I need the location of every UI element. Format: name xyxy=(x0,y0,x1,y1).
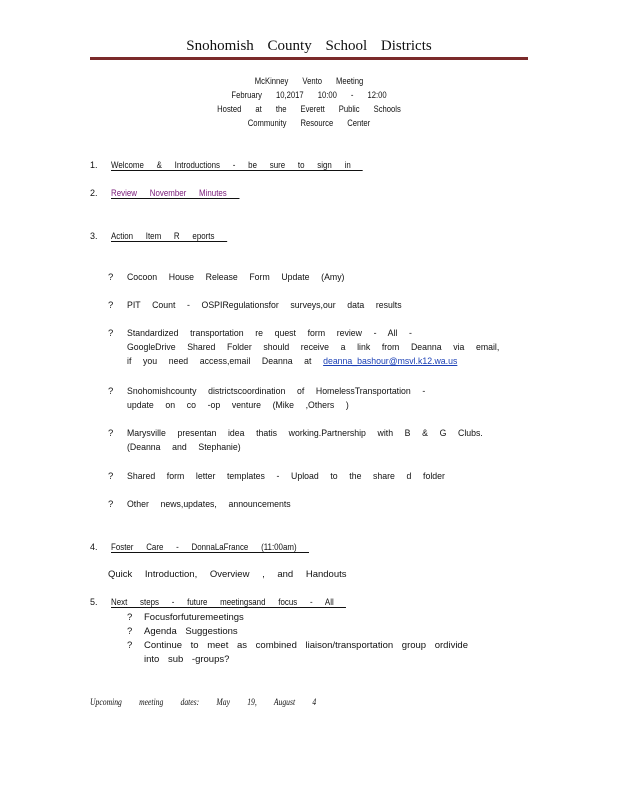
section-number: 4. xyxy=(90,542,98,552)
item-text-continued: GoogleDrive Shared Folder should receive a link from Deanna via email, xyxy=(127,342,500,353)
document-title: Snohomish County School Districts xyxy=(186,38,432,54)
section-next-steps xyxy=(90,597,378,608)
bullet-icon: ? xyxy=(127,626,133,637)
section-action-items xyxy=(90,231,242,242)
list-item xyxy=(127,626,238,637)
meeting-name: McKinney Vento Meeting xyxy=(254,76,364,86)
section-number: 1. xyxy=(90,160,98,170)
item-text: Standardized transportation re quest form review - All - xyxy=(127,328,412,339)
bullet-icon: ? xyxy=(108,471,114,482)
item-text: Shared form letter templates - Upload to the share d folder xyxy=(127,471,445,482)
item-text-continued xyxy=(144,654,229,665)
list-item xyxy=(108,386,451,397)
section-label: Action Item R eports xyxy=(111,231,227,242)
list-item xyxy=(108,328,437,339)
section-number: 3. xyxy=(90,231,98,241)
section-number: 2. xyxy=(90,188,98,198)
bullet-icon: ? xyxy=(108,328,114,339)
meeting-location: Community Resource Center xyxy=(247,118,371,128)
item-text: if you need access,email Deanna at xyxy=(127,356,312,367)
bullet-icon: ? xyxy=(108,272,114,283)
list-item xyxy=(127,640,468,651)
item-text: Marysville presentan idea thatis working.Partnership with B & G Clubs. xyxy=(127,428,483,439)
item-text-continued: (Deanna and Stephanie) xyxy=(127,442,241,453)
section-welcome xyxy=(90,160,397,171)
meeting-date: February 10,2017 10:00 - 12:00 xyxy=(231,90,387,100)
item-text: Snohomishcounty districtscoordination of HomelessTransportation - xyxy=(127,386,426,397)
item-text: Other news,updates, announcements xyxy=(127,499,291,510)
section-foster-care xyxy=(90,542,335,553)
bullet-icon: ? xyxy=(108,499,114,510)
bullet-icon: ? xyxy=(127,612,133,623)
list-item xyxy=(108,272,363,283)
upcoming-meeting-dates: Upcoming meeting dates: May 19, August 4 xyxy=(90,697,317,707)
section-label: Review November Minutes xyxy=(111,188,239,199)
title-divider xyxy=(90,57,528,60)
item-text: Cocoon House Release Form Update (Amy) xyxy=(127,272,345,283)
list-item xyxy=(108,300,426,311)
item-text-continued: update on co -op venture (Mike ,Others ) xyxy=(127,400,349,411)
bullet-icon: ? xyxy=(127,640,133,651)
section-review xyxy=(90,188,256,199)
item-text-continued xyxy=(127,356,457,367)
section-label: Next steps - future meetingsand focus - All xyxy=(111,597,346,608)
meeting-host: Hosted at the Everett Public Schools xyxy=(217,104,401,114)
section-label: Foster Care - DonnaLaFrance (11:00am) xyxy=(111,542,309,553)
item-text: PIT Count - OSPIRegulationsfor surveys,our data results xyxy=(127,300,402,311)
item-text: Agenda Suggestions xyxy=(144,626,238,637)
bullet-icon: ? xyxy=(108,386,114,397)
item-text: into sub -groups? xyxy=(144,654,230,665)
item-text: Continue to meet as combined liaison/transportation group ordivide xyxy=(144,640,468,651)
item-text: Focusforfuturemeetings xyxy=(144,612,244,623)
list-item xyxy=(108,471,473,482)
list-item xyxy=(127,612,244,623)
email-link[interactable]: deanna_bashour@msvl.k12.wa.us xyxy=(323,356,458,367)
foster-description: Quick Introduction, Overview , and Handouts xyxy=(108,569,347,580)
section-label: Welcome & Introductions - be sure to sign in xyxy=(111,160,363,171)
section-number: 5. xyxy=(90,597,98,607)
list-item xyxy=(108,499,305,510)
bullet-icon: ? xyxy=(108,428,114,439)
bullet-icon: ? xyxy=(108,300,114,311)
list-item xyxy=(108,428,514,439)
